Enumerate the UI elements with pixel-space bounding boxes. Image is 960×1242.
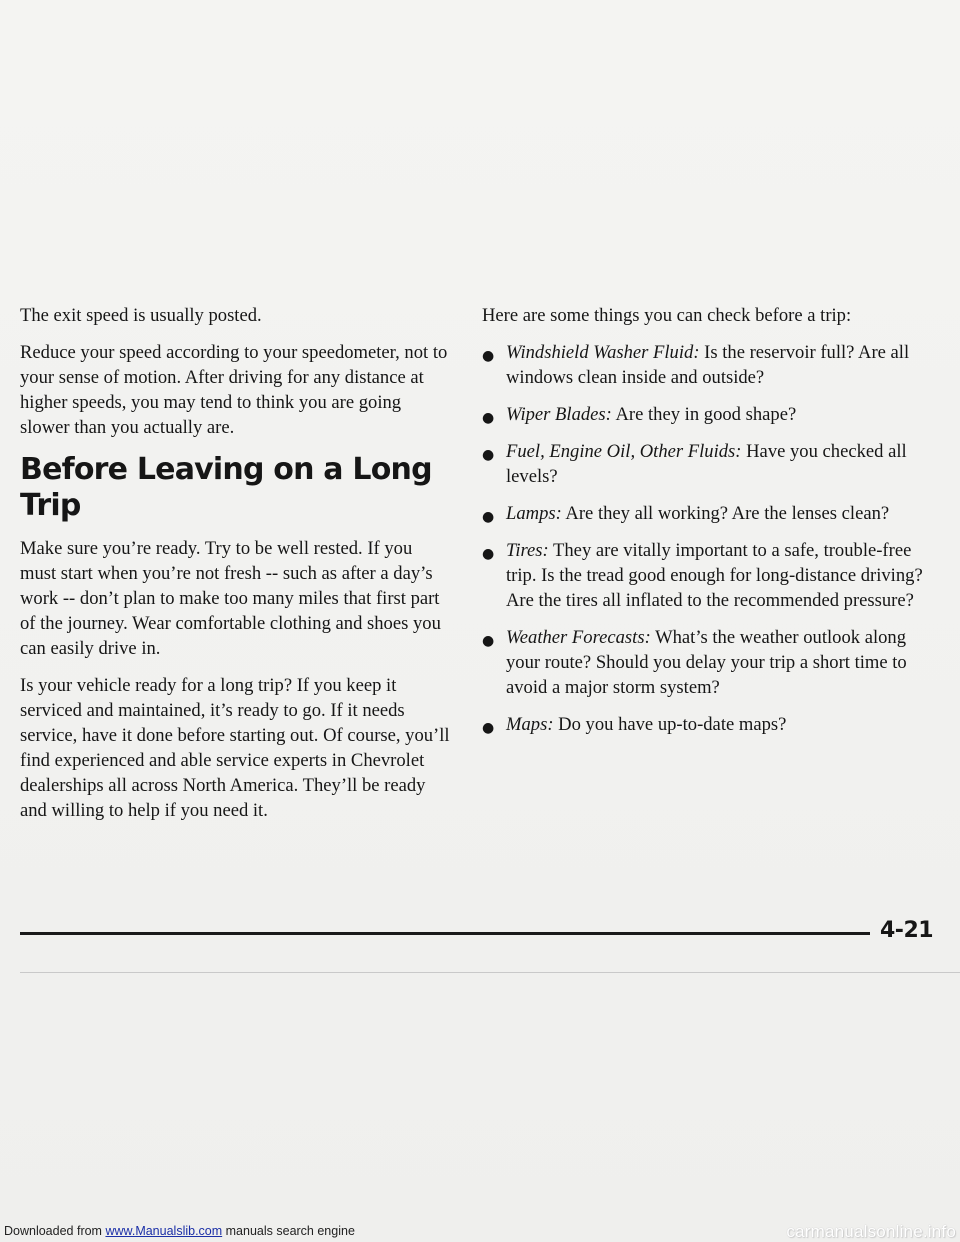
bullet-icon: ● <box>482 447 495 463</box>
item-term: Fuel, Engine Oil, Other Fluids: <box>506 441 742 462</box>
item-text: They are vitally important to a safe, trouble-free trip. Is the tread good enough for long-distance driving? Are the tires all inflated to the recommended pressure? <box>506 540 923 611</box>
download-footer <box>4 1224 355 1238</box>
page-number: 4-21 <box>880 918 934 943</box>
list-item <box>482 501 934 526</box>
item-term: Weather Forecasts: <box>506 627 651 648</box>
item-term: Tires: <box>506 540 549 561</box>
item-text: What’s the weather outlook along your route? Should you delay your trip a short time to avoid a major storm system? <box>506 627 907 698</box>
item-text: Is the reservoir full? Are all windows clean inside and outside? <box>506 342 910 388</box>
item-term: Windshield Washer Fluid: <box>506 342 700 363</box>
scan-rule <box>20 972 960 973</box>
list-item <box>482 340 934 390</box>
item-term: Lamps: <box>506 503 562 524</box>
bullet-icon: ● <box>482 720 495 736</box>
paragraph-reduce-speed: Reduce your speed according to your speedometer, not to your sense of motion. After driving for any distance at higher speeds, you may tend to think you are going slower than you actually are. <box>20 342 448 438</box>
bullet-icon: ● <box>482 546 495 562</box>
bullet-icon: ● <box>482 348 495 364</box>
checklist <box>482 340 934 737</box>
bullet-icon: ● <box>482 633 495 649</box>
item-term: Wiper Blades: <box>506 404 612 425</box>
item-term: Maps: <box>506 714 554 735</box>
paragraph-be-ready: Make sure you’re ready. Try to be well rested. If you must start when you’re not fresh -- such as after a day’s work -- don’t plan to make too many miles that first part of the journey. Wear comfortable clothing and shoes you can easily drive in. <box>20 538 441 659</box>
footer-prefix: Downloaded from <box>4 1224 106 1238</box>
item-text: Have you checked all levels? <box>506 441 907 487</box>
section-heading: Before Leaving on a Long Trip <box>20 452 432 523</box>
item-text: Are they in good shape? <box>611 404 797 425</box>
left-column <box>20 303 452 835</box>
list-item <box>482 712 934 737</box>
list-item <box>482 538 934 613</box>
list-item <box>482 625 934 700</box>
footer-suffix: manuals search engine <box>222 1224 355 1238</box>
right-column <box>482 303 934 749</box>
item-text: Do you have up-to-date maps? <box>553 714 787 735</box>
item-text: Are they all working? Are the lenses clean? <box>561 503 890 524</box>
list-item <box>482 402 934 427</box>
watermark: carmanualsonline.info <box>786 1222 956 1241</box>
footer-rule <box>20 932 870 935</box>
paragraph-vehicle-ready: Is your vehicle ready for a long trip? If you keep it serviced and maintained, it’s ready to go. If it needs service, have it done before starting out. Of course, you’ll find experienced and able service experts in Chevrolet dealerships all across North America. They’ll be ready and willing to help if you need it. <box>20 675 450 821</box>
bullet-icon: ● <box>482 509 495 525</box>
list-item <box>482 439 934 489</box>
manualslib-link[interactable]: www.Manualslib.com <box>105 1224 223 1238</box>
bullet-icon: ● <box>482 410 495 426</box>
paragraph-exit-speed: The exit speed is usually posted. <box>20 305 262 326</box>
checklist-intro: Here are some things you can check before a trip: <box>482 305 852 326</box>
